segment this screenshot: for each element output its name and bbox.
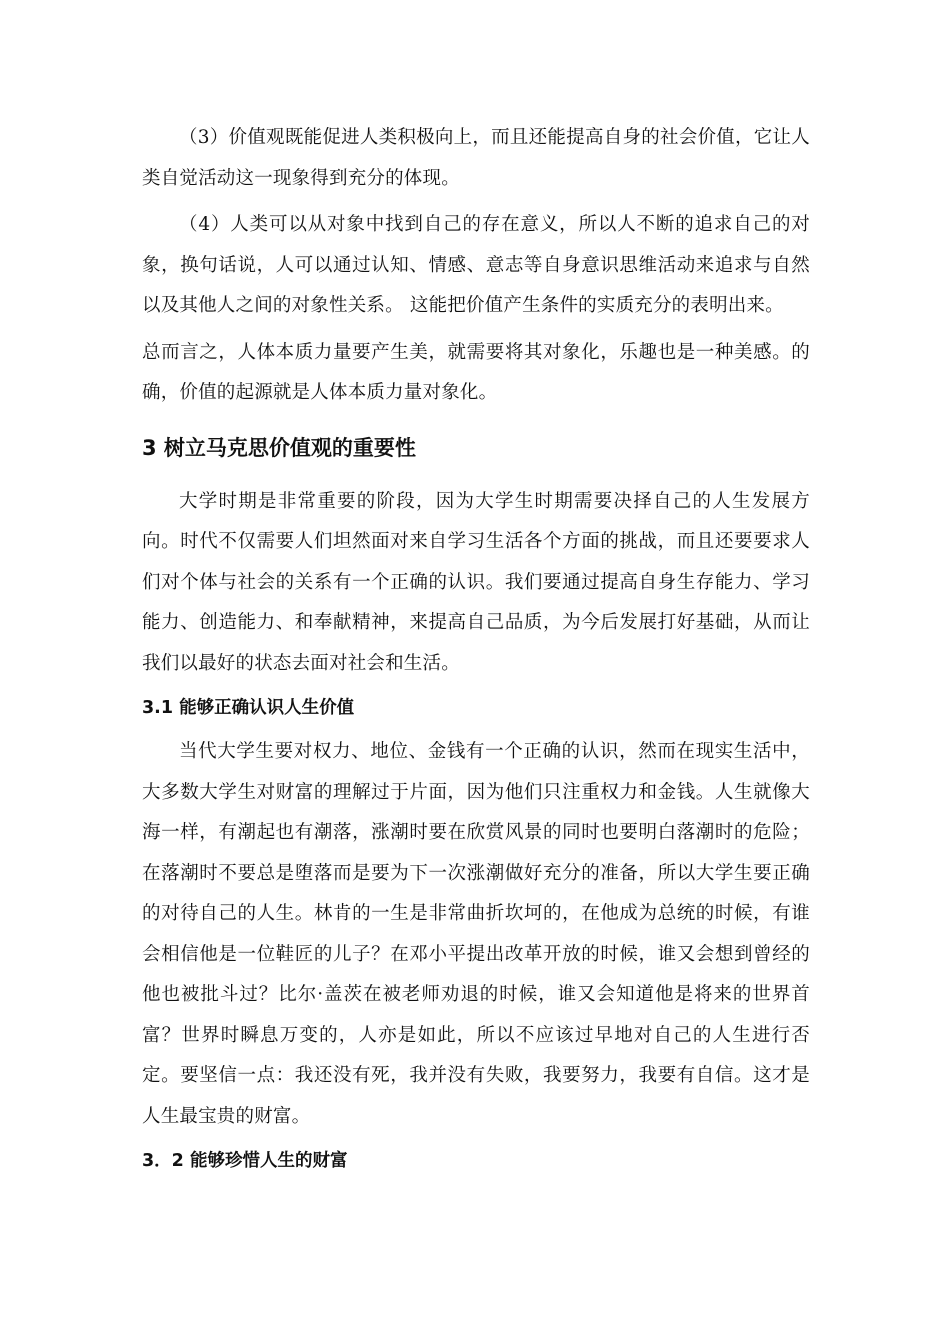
section-gap (142, 468, 810, 482)
document-body (142, 118, 810, 1179)
section-3-heading: 3 树立马克思价值观的重要性 (142, 435, 416, 460)
paragraph-point-4: （4）人类可以从对象中找到自己的存在意义，所以人不断的追求自己的对象，换句话说，人可以通过认知、情感、意志等自身意识思维活动来追求与自然以及其他人之间的对象性关系。 这能把价值产生条件的实质充分的表明出来。 (142, 214, 810, 316)
section-gap (142, 414, 810, 428)
section-3-2-heading: 3．2 能够珍惜人生的财富 (142, 1151, 348, 1171)
section-3-intro-paragraph: 大学时期是非常重要的阶段，因为大学生时期需要决择自己的人生发展方向。时代不仅需要人们坦然面对来自学习生活各个方面的挑战，而且还要要求人们对个体与社会的关系有一个正确的认识。我们要通过提高自身生存能力、学习能力、创造能力、和奉献精神，来提高自己品质，为今后发展打好基础，从而让我们以最好的状态去面对社会和生活。 (142, 490, 810, 674)
paragraph-point-3: （3）价值观既能促进人类积极向上，而且还能提高自身的社会价值，它让人类自觉活动这一现象得到充分的体现。 (142, 127, 810, 189)
section-3-1-body-paragraph: 当代大学生要对权力、地位、金钱有一个正确的认识，然而在现实生活中，大多数大学生对财富的理解过于片面，因为他们只注重权力和金钱。人生就像大海一样，有潮起也有潮落，涨潮时要在欣赏风景的同时也要明白落潮时的危险；在落潮时不要总是堕落而是要为下一次涨潮做好充分的准备，所以大学生要正确的对待自己的人生。林肯的一生是非常曲折坎坷的，在他成为总统的时候，有谁会相信他是一位鞋匠的儿子？在邓小平提出改革开放的时候，谁又会想到曾经的他也被批斗过？比尔·盖茨在被老师劝退的时候，谁又会知道他是将来的世界首富？世界时瞬息万变的，人亦是如此，所以不应该过早地对自己的人生进行否定。要坚信一点：我还没有死，我并没有失败，我要努力，我要有自信。这才是人生最宝贵的财富。 (142, 741, 810, 1127)
paragraph-summary: 总而言之，人体本质力量要产生美，就需要将其对象化，乐趣也是一种美感。的确，价值的起源就是人体本质力量对象化。 (142, 341, 810, 403)
section-3-1-heading: 3.1 能够正确认识人生价值 (142, 698, 355, 718)
